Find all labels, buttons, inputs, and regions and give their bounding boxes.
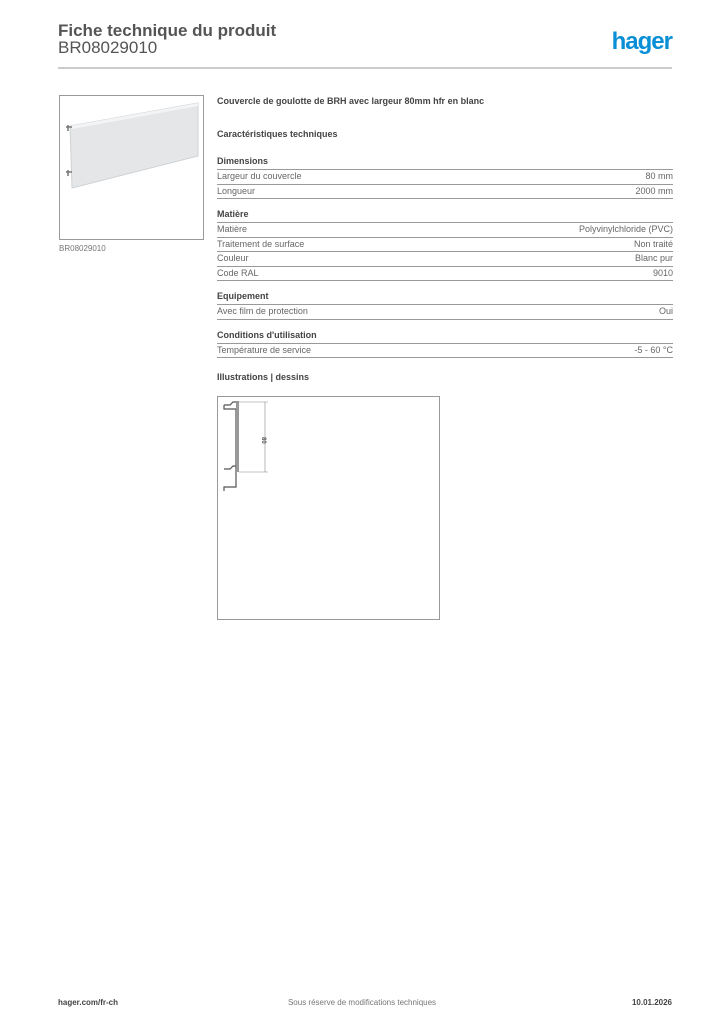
- footer-date: 10.01.2026: [631, 998, 672, 1007]
- spec-row: [217, 238, 673, 253]
- spec-row: [217, 252, 673, 267]
- section-heading: Conditions d'utilisation: [217, 330, 673, 344]
- spec-value: 80 mm: [645, 171, 673, 181]
- image-caption: BR08029010: [59, 244, 106, 253]
- spec-row: [217, 344, 673, 359]
- spec-value: Non traité: [633, 238, 673, 249]
- spec-label: Température de service: [217, 344, 312, 355]
- characteristics-heading: Caractéristiques techniques: [217, 129, 338, 139]
- spec-label: Longueur: [217, 185, 256, 196]
- page-title: Fiche technique du produit: [58, 21, 277, 40]
- cover-illustration-icon: [60, 96, 203, 239]
- spec-label: Code RAL: [217, 267, 259, 278]
- header-divider: [58, 67, 672, 69]
- spec-row: [217, 223, 673, 238]
- spec-row: [217, 185, 673, 200]
- spec-value: 9010: [652, 267, 673, 278]
- dimension-label: 80: [260, 437, 266, 444]
- product-image: [59, 95, 204, 240]
- section-heading: Equipement: [217, 291, 673, 305]
- spec-column: [217, 96, 673, 382]
- spec-label: Traitement de surface: [217, 238, 305, 249]
- spec-row: [217, 170, 673, 185]
- illustrations-heading: Illustrations | dessins: [217, 372, 310, 382]
- section-heading: Dimensions: [217, 156, 673, 170]
- spec-value: -5 - 60 °C: [634, 344, 673, 355]
- spec-label: Largeur du couvercle: [217, 171, 302, 181]
- spec-label: Matière: [217, 224, 248, 234]
- hager-logo: hager: [611, 28, 672, 55]
- product-description: Couvercle de goulotte de BRH avec largeur 80mm hfr en blanc: [217, 96, 485, 106]
- product-code: BR08029010: [58, 38, 158, 57]
- spec-section: [217, 330, 673, 359]
- footer-website[interactable]: hager.com/fr-ch: [58, 998, 119, 1007]
- technical-drawing: [217, 396, 440, 620]
- cross-section-drawing-icon: [218, 397, 439, 619]
- spec-section: [217, 291, 673, 320]
- section-heading: Matière: [217, 209, 673, 223]
- spec-value: 2000 mm: [635, 185, 673, 196]
- spec-row: [217, 305, 673, 320]
- spec-row: [217, 267, 673, 282]
- spec-section: [217, 209, 673, 281]
- spec-label: Avec film de protection: [217, 306, 308, 316]
- spec-value: Oui: [658, 306, 673, 316]
- spec-label: Couleur: [217, 253, 249, 263]
- footer-disclaimer: Sous réserve de modifications techniques: [287, 998, 437, 1007]
- spec-value: Polyvinylchloride (PVC): [578, 224, 673, 234]
- spec-section: [217, 156, 673, 199]
- spec-value: Blanc pur: [634, 253, 673, 263]
